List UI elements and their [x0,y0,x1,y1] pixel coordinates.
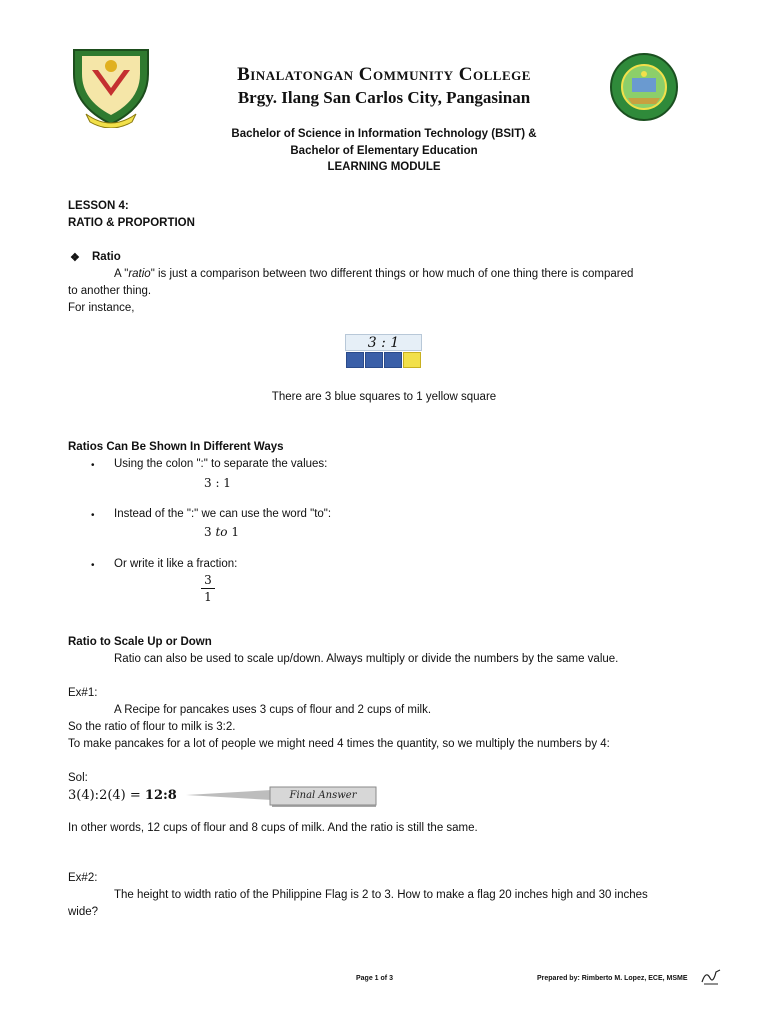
equation-answer: 12:8 [144,788,177,803]
ratio-heading: Ratio [92,251,121,263]
way-item-1: Using the colon ":" to separate the values: [114,458,328,470]
lesson-number: LESSON 4: [68,200,129,212]
final-answer-callout [186,786,382,810]
way-item-3: Or write it like a fraction: [114,558,238,570]
equation-text: 3(4):2(4) = [68,788,145,803]
ratio-figure-label: 3 : 1 [367,335,400,351]
college-address: Brgy. Ilang San Carlos City, Pangasinan [237,88,531,107]
way-item-2-example [204,525,239,539]
solution-equation [68,788,177,803]
blue-square [346,352,364,368]
prepared-by: Prepared by: Rimberto M. Lopez, ECE, MSME [537,975,688,982]
figure-caption: There are 3 blue squares to 1 yellow square [271,391,497,403]
bullet-dot: • [91,510,95,521]
signature-icon [700,966,722,986]
program-line-3: LEARNING MODULE [327,161,441,173]
ratio-figure [345,334,422,368]
way-item-2: Instead of the ":" we can use the word "to": [114,508,332,520]
blue-square [384,352,402,368]
instance-text: For instance, [68,302,135,314]
example-1-line-2: So the ratio of flour to milk is 3:2. [68,721,236,733]
college-name: Binalatongan Community College [237,64,531,85]
way-item-2-word: to [215,525,228,539]
fraction-bar [201,588,215,589]
scale-heading: Ratio to Scale Up or Down [68,636,212,648]
example-1-label: Ex#1: [68,687,98,699]
bullet-dot: • [91,560,95,571]
lesson-title: RATIO & PROPORTION [68,217,195,229]
left-college-seal [66,44,156,128]
right-city-seal [604,52,684,122]
bullet-dot: • [91,460,95,471]
page-number: Page 1 of 3 [356,975,393,982]
ratio-definition-line-2: to another thing. [68,285,152,297]
example-1-line-3: To make pancakes for a lot of people we might need 4 times the quantity, so we multiply the numbers by 4: [68,738,610,750]
ratio-definition [114,268,633,280]
example-2-line-2: wide? [68,906,99,918]
fraction-numerator: 3 [204,573,212,587]
way-item-2-num2: 1 [231,525,239,539]
definition-prefix: A " [114,268,129,280]
blue-square [365,352,383,368]
definition-term: ratio [128,268,151,280]
yellow-square [403,352,421,368]
program-line-2: Bachelor of Elementary Education [290,145,478,157]
example-1-line-1: A Recipe for pancakes uses 3 cups of flour and 2 cups of milk. [114,704,432,716]
way-item-1-example: 3 : 1 [204,476,231,490]
ways-heading: Ratios Can Be Shown In Different Ways [68,441,284,453]
final-answer-label: Final Answer [289,790,357,801]
example-1-conclusion: In other words, 12 cups of flour and 8 cups of milk. And the ratio is still the same. [68,822,478,834]
diamond-bullet-icon: ❖ [70,252,80,264]
example-2-line-1: The height to width ratio of the Philippine Flag is 2 to 3. How to make a flag 20 inches high and 30 inches [114,889,648,901]
example-2-label: Ex#2: [68,872,98,884]
solution-label: Sol: [68,772,88,784]
scale-text: Ratio can also be used to scale up/down. Always multiply or divide the numbers by the same value. [114,653,619,665]
definition-suffix: " is just a comparison between two different things or how much of one thing there is compared [150,268,634,280]
program-line-1: Bachelor of Science in Information Technology (BSIT) & [231,128,537,140]
way-item-2-num1: 3 [204,525,212,539]
fraction [201,573,215,604]
fraction-denominator: 1 [204,590,212,604]
